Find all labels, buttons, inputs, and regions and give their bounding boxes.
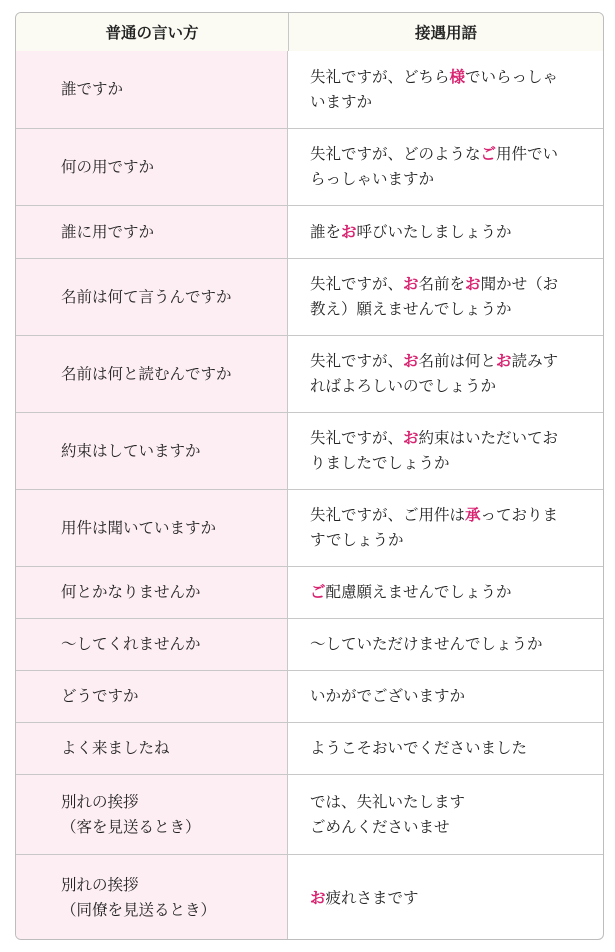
phrase-text: 読みす [511, 352, 559, 370]
table-row [16, 335, 603, 412]
ordinary-phrase-line: 約束はしていますか [61, 441, 201, 460]
polite-phrase-line [310, 632, 543, 657]
polite-phrase [288, 206, 603, 258]
table-row [16, 618, 603, 670]
polite-phrase-line [310, 684, 465, 709]
polite-phrase-line [310, 167, 558, 192]
polite-phrase [288, 259, 603, 335]
phrase-text: いますか [310, 92, 373, 111]
ordinary-phrase [16, 206, 288, 258]
phrase-text: っておりま [480, 506, 559, 524]
ordinary-phrase [16, 671, 288, 722]
polite-phrase-line [310, 426, 558, 451]
header-polite: 接遇用語 [414, 24, 477, 42]
honorific-highlight: ご [480, 145, 497, 163]
phrase-text: ればよろしいのでしょうか [310, 377, 497, 395]
honorific-highlight: 承 [465, 506, 481, 524]
phrase-text: でいらっしゃ [465, 67, 559, 86]
polite-phrase-line [310, 272, 558, 297]
honorific-highlight: お [403, 352, 419, 370]
phrase-text: 疲れさまです [325, 888, 419, 907]
ordinary-phrase-line: 別れの挨拶 [61, 792, 139, 811]
table-row [16, 258, 603, 335]
ordinary-phrase [16, 855, 288, 940]
polite-phrase-line [310, 790, 465, 815]
polite-phrase [288, 723, 603, 774]
polite-phrase-line [310, 736, 527, 761]
phrase-text: 約束はいただいてお [418, 429, 559, 447]
ordinary-phrase-line: （客を見送るとき） [61, 817, 201, 836]
ordinary-phrase-line: 名前は何て言うんですか [61, 287, 232, 306]
phrase-text: では、失礼いたします [310, 792, 466, 811]
polite-phrase-line [310, 142, 558, 167]
ordinary-phrase [16, 129, 288, 205]
polite-phrase [288, 567, 603, 618]
polite-phrase-line [310, 815, 465, 840]
ordinary-phrase-line: よく来ましたね [61, 739, 170, 757]
ordinary-phrase-line: 用件は聞いていますか [61, 518, 217, 537]
ordinary-phrase [16, 723, 288, 774]
ordinary-phrase-line: 名前は何と読むんですか [61, 364, 232, 383]
polite-phrase [288, 619, 603, 670]
table-row [16, 774, 603, 854]
table-row [16, 51, 603, 128]
table-row [16, 854, 603, 940]
honorific-highlight: お [310, 888, 326, 907]
phrase-text: 教え）願えませんでしょうか [310, 300, 512, 318]
phrase-text: 用件でい [496, 145, 559, 163]
polite-phrase-line [310, 886, 419, 911]
table-row [16, 205, 603, 258]
polite-phrase-line [310, 220, 512, 245]
ordinary-phrase [16, 51, 288, 128]
ordinary-phrase-line: 誰に用ですか [61, 222, 155, 241]
phrase-text: ようこそおいでくださいました [310, 739, 528, 757]
table-row [16, 566, 603, 618]
phrase-text: 失礼ですが、 [310, 275, 404, 293]
phrase-text: 失礼ですが、 [310, 429, 404, 447]
table-header [16, 13, 603, 51]
polite-phrase-line [310, 580, 512, 605]
header-ordinary: 普通の言い方 [16, 13, 289, 51]
table-row [16, 128, 603, 205]
ordinary-phrase [16, 259, 288, 335]
honorific-highlight: お [496, 352, 512, 370]
phrase-text: 失礼ですが、ご用件は [310, 506, 466, 524]
honorific-highlight: ご [310, 583, 326, 601]
phrase-text: ごめんくださいませ [310, 817, 450, 836]
polite-phrase [288, 51, 603, 128]
honorific-highlight: お [341, 222, 357, 241]
polite-phrase [288, 336, 603, 412]
polite-phrase-line [310, 349, 558, 374]
phrase-text: りましたでしょうか [310, 454, 450, 472]
phrase-text: 配慮願えませんでしょうか [325, 583, 512, 601]
honorific-highlight: お [403, 275, 419, 293]
ordinary-phrase-line: 誰ですか [61, 80, 124, 98]
phrase-text: すでしょうか [310, 531, 404, 549]
ordinary-phrase [16, 490, 288, 566]
phrase-text: 〜していただけませんでしょうか [310, 635, 543, 653]
honorific-highlight: お [465, 275, 481, 293]
polite-phrase-line [310, 451, 558, 476]
ordinary-phrase [16, 336, 288, 412]
phrase-text: 失礼ですが、どのような [310, 145, 481, 163]
polite-phrase-line [310, 374, 558, 399]
phrase-text: 名前は何と [418, 352, 497, 370]
phrase-text: 失礼ですが、どちら [310, 67, 450, 86]
polite-phrase-line [310, 65, 558, 90]
ordinary-phrase [16, 413, 288, 489]
honorific-highlight: お [403, 429, 419, 447]
ordinary-phrase-line: 何の用ですか [61, 157, 155, 176]
phrase-text: 聞かせ（お [480, 275, 559, 293]
polite-phrase-line [310, 528, 558, 553]
phrase-text: 失礼ですが、 [310, 352, 404, 370]
table-row [16, 489, 603, 566]
ordinary-phrase-line: 〜してくれませんか [61, 635, 201, 653]
phrase-text: 名前を [418, 275, 466, 293]
table-row [16, 670, 603, 722]
ordinary-phrase [16, 619, 288, 670]
polite-phrase [288, 490, 603, 566]
phrase-text: 誰を [310, 222, 342, 241]
table-row [16, 722, 603, 774]
ordinary-phrase [16, 775, 288, 854]
phrase-text: 呼びいたしましょうか [356, 222, 512, 241]
ordinary-phrase-line: 別れの挨拶 [61, 876, 139, 894]
phrase-text: らっしゃいますか [310, 170, 435, 188]
table-row [16, 412, 603, 489]
polite-phrase [288, 671, 603, 722]
polite-phrase [288, 129, 603, 205]
polite-phrase [288, 775, 603, 854]
etiquette-table [15, 12, 604, 940]
table-body [16, 51, 603, 940]
honorific-highlight: 様 [449, 67, 466, 86]
ordinary-phrase-line: どうですか [61, 687, 139, 705]
phrase-text: いかがでございますか [310, 687, 466, 705]
polite-phrase-line [310, 503, 558, 528]
ordinary-phrase-line: （同僚を見送るとき） [61, 901, 217, 919]
polite-phrase [288, 413, 603, 489]
ordinary-phrase [16, 567, 288, 618]
polite-phrase-line [310, 90, 558, 115]
polite-phrase [288, 855, 603, 940]
polite-phrase-line [310, 297, 558, 322]
ordinary-phrase-line: 何とかなりませんか [61, 583, 201, 601]
